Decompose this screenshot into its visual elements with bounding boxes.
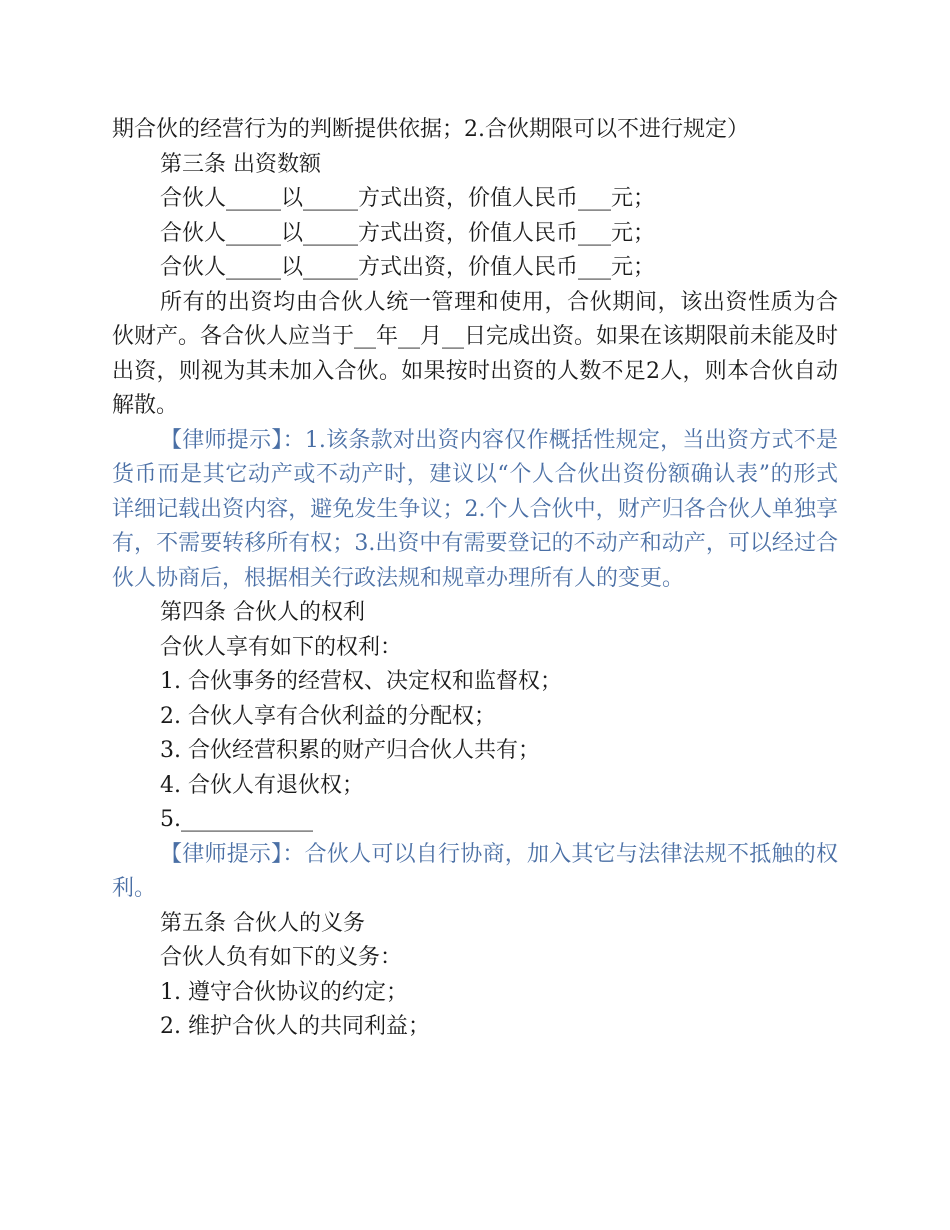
- rights-item-4: 4. 合伙人有退伙权；: [160, 772, 364, 798]
- article-4-heading: 第四条 合伙人的权利: [160, 600, 365, 625]
- duties-item-2: 2. 维护合伙人的共同利益；: [160, 1014, 430, 1039]
- lawyer-tip-text: ：合伙人可以自行协商，加入其它与法律法规不抵触的权利。: [112, 841, 838, 901]
- rights-item-2: 2. 合伙人享有合伙利益的分配权；: [160, 703, 496, 729]
- duties-item-1: 1. 遵守合伙协议的约定；: [160, 979, 408, 1005]
- document-body: [112, 113, 838, 1045]
- contribution-line-3: 合伙人_____以_____方式出资，价值人民币___元；: [160, 255, 656, 280]
- rights-item-3: 3. 合伙经营积累的财产归合伙人共有；: [160, 738, 540, 763]
- duties-intro: 合伙人负有如下的义务：: [160, 945, 403, 970]
- lawyer-tip-article-4: [112, 838, 838, 907]
- contribution-line-2: 合伙人_____以_____方式出资，价值人民币___元；: [160, 220, 656, 246]
- lawyer-tip-label: 【律师提示】: [160, 427, 283, 453]
- paragraph-term-continuation: 期合伙的经营行为的判断提供依据；2.合伙期限可以不进行规定）: [112, 117, 749, 142]
- rights-item-1: 1. 合伙事务的经营权、决定权和监督权；: [160, 669, 562, 694]
- article-3-heading: 第三条 出资数额: [160, 151, 321, 177]
- lawyer-tip-article-3: [112, 424, 838, 597]
- contribution-line-1: 合伙人_____以_____方式出资，价值人民币___元；: [160, 186, 656, 211]
- lawyer-tip-text: ：1.该条款对出资内容仅作概括性规定，当出资方式不是货币而是其它动产或不动产时，建议以“个人合伙出资份额确认表”的形式详细记载出资内容，避免发生争议；2.个人合伙中，财产归各合伙人单独享有，不需要转移所有权；3.出资中有需要登记的不动产和动产，可以经过合伙人协商后，根据相关行政法规和规章办理所有人的变更。: [112, 427, 838, 591]
- article-5-heading: 第五条 合伙人的义务: [160, 910, 365, 936]
- contribution-paragraph: 所有的出资均由合伙人统一管理和使用，合伙期间，该出资性质为合伙财产。各合伙人应当于__年__月__日完成出资。如果在该期限前未能及时出资，则视为其未加入合伙。如果按时出资的人数不足2人，则本合伙自动解散。: [112, 289, 839, 418]
- rights-item-5: 5.____________: [160, 807, 313, 832]
- rights-intro: 合伙人享有如下的权利：: [160, 634, 403, 660]
- lawyer-tip-label: 【律师提示】: [160, 841, 283, 867]
